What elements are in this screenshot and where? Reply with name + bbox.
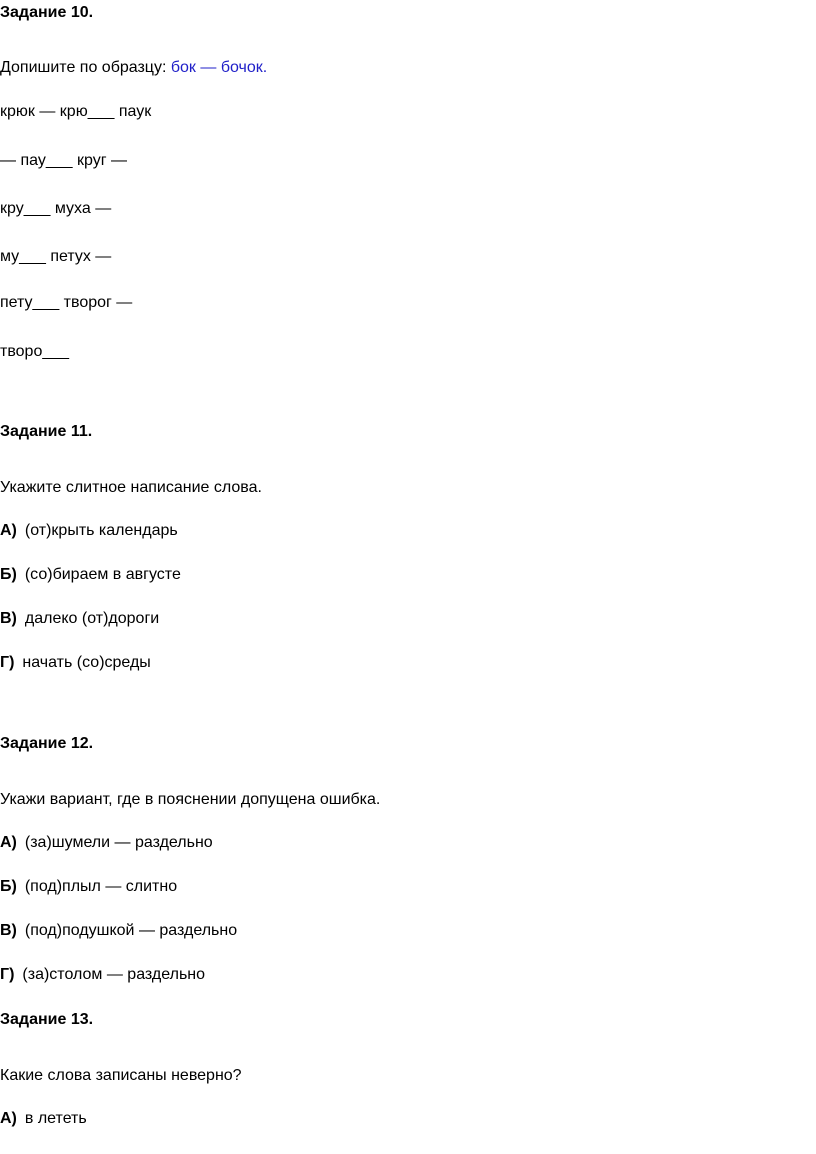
option-letter: А) [0, 1110, 17, 1127]
task12-instruction: Укажи вариант, где в пояснении допущена ошибка. [0, 791, 381, 808]
task10-instruction: Допишите по образцу: [0, 59, 171, 76]
task11-option [0, 521, 178, 541]
option-text: (под)плыл — слитно [24, 878, 178, 895]
option-letter: Б) [0, 566, 17, 583]
option-text: (под)подушкой — раздельно [24, 922, 238, 939]
option-letter: А) [0, 834, 17, 851]
task10-line: творо___ [0, 343, 70, 360]
option-text: (со)бираем в августе [24, 566, 181, 583]
task10-example: бок — бочок. [170, 59, 268, 76]
option-letter: В) [0, 610, 17, 627]
option-text: (за)столом — раздельно [22, 966, 206, 983]
task12-title: Задание 12. [0, 735, 94, 752]
option-text: (от)крыть календарь [24, 522, 178, 539]
task11-title: Задание 11. [0, 423, 93, 440]
task12-option [0, 833, 213, 853]
task11-option [0, 653, 151, 673]
task13-instruction: Какие слова записаны неверно? [0, 1067, 242, 1084]
option-letter: Г) [0, 654, 15, 671]
task10-instruction-line [0, 58, 267, 78]
task10-line: кру___ муха — [0, 200, 112, 217]
task12-option [0, 965, 205, 985]
task10-line: пету___ творог — [0, 294, 133, 311]
task11-instruction: Укажите слитное написание слова. [0, 479, 262, 496]
task11-option [0, 609, 159, 629]
option-text: в лететь [24, 1110, 87, 1127]
option-letter: А) [0, 522, 17, 539]
task11-option [0, 565, 181, 585]
task10-line: му___ петух — [0, 248, 112, 265]
task10-title: Задание 10. [0, 4, 94, 21]
task13-title: Задание 13. [0, 1011, 94, 1028]
task12-option [0, 921, 237, 941]
task10-line: крюк — крю___ паук [0, 103, 152, 120]
task10-line: — пау___ круг — [0, 152, 127, 169]
task13-option [0, 1109, 87, 1129]
option-text: (за)шумели — раздельно [24, 834, 213, 851]
option-text: начать (со)среды [22, 654, 151, 671]
option-text: далеко (от)дороги [24, 610, 160, 627]
option-letter: Г) [0, 966, 15, 983]
task12-option [0, 877, 177, 897]
option-letter: В) [0, 922, 17, 939]
option-letter: Б) [0, 878, 17, 895]
